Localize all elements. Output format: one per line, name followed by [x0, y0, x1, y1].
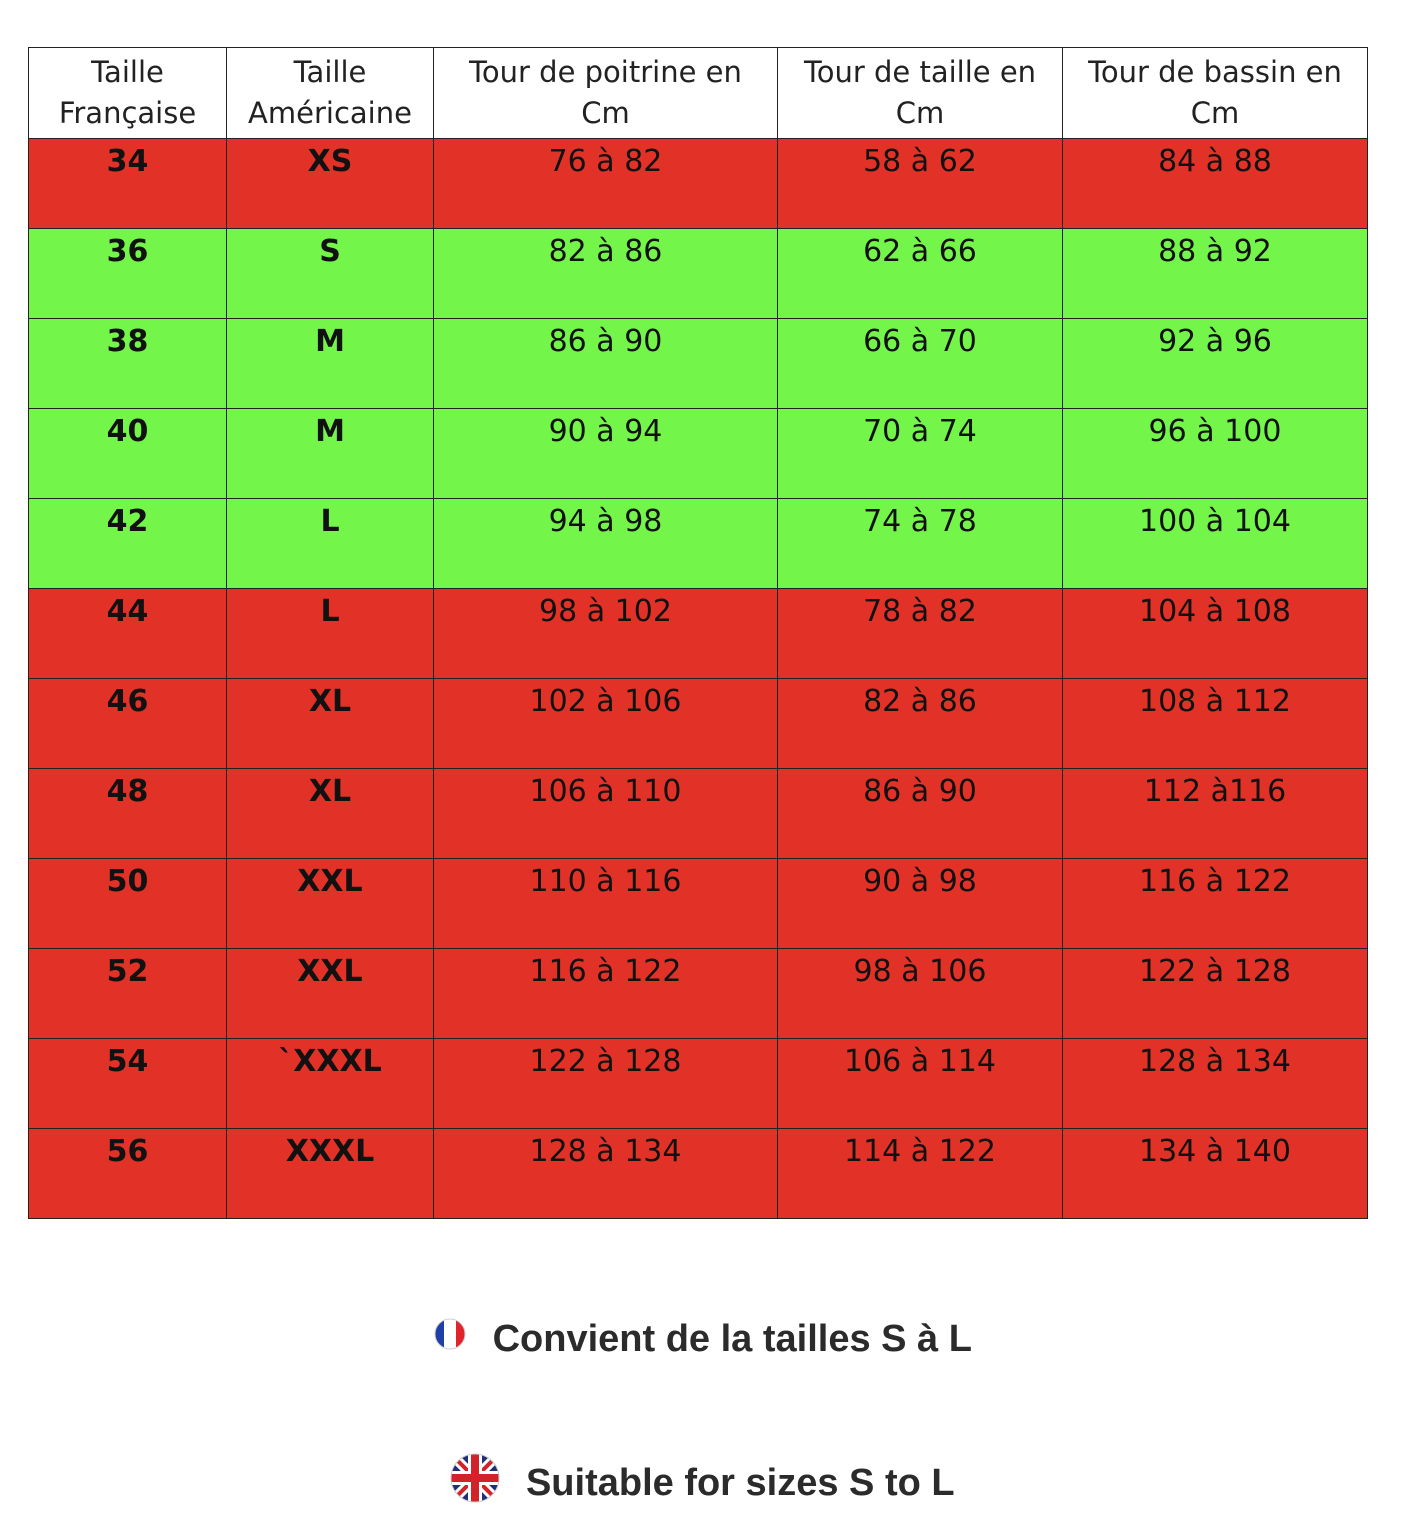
- cell-tour-poitrine: 98 à 102: [434, 589, 778, 679]
- header-tour-poitrine: [434, 48, 778, 139]
- footer-french-note: [0, 1316, 1404, 1362]
- cell-tour-poitrine: 106 à 110: [434, 769, 778, 859]
- header-line: Taille: [91, 55, 164, 89]
- cell-tour-taille: 90 à 98: [778, 859, 1063, 949]
- cell-tour-poitrine: 90 à 94: [434, 409, 778, 499]
- table-row: [29, 679, 1368, 769]
- cell-taille-francaise: 40: [29, 409, 227, 499]
- table-row: [29, 139, 1368, 229]
- cell-tour-taille: 86 à 90: [778, 769, 1063, 859]
- cell-tour-poitrine: 86 à 90: [434, 319, 778, 409]
- table-row: [29, 319, 1368, 409]
- cell-tour-poitrine: 110 à 116: [434, 859, 778, 949]
- cell-tour-bassin: 92 à 96: [1063, 319, 1368, 409]
- table-row: [29, 1129, 1368, 1219]
- cell-tour-taille: 78 à 82: [778, 589, 1063, 679]
- table-row: [29, 229, 1368, 319]
- table-row: [29, 859, 1368, 949]
- header-line: Tour de bassin en: [1088, 55, 1342, 89]
- cell-taille-americaine: S: [227, 229, 434, 319]
- table-row: [29, 949, 1368, 1039]
- cell-tour-poitrine: 102 à 106: [434, 679, 778, 769]
- cell-taille-americaine: L: [227, 589, 434, 679]
- cell-taille-francaise: 50: [29, 859, 227, 949]
- cell-taille-americaine: XL: [227, 679, 434, 769]
- cell-tour-poitrine: 94 à 98: [434, 499, 778, 589]
- header-tour-taille: [778, 48, 1063, 139]
- cell-taille-francaise: 56: [29, 1129, 227, 1219]
- table-row: [29, 499, 1368, 589]
- cell-tour-bassin: 128 à 134: [1063, 1039, 1368, 1129]
- cell-tour-bassin: 96 à 100: [1063, 409, 1368, 499]
- cell-taille-americaine: M: [227, 409, 434, 499]
- cell-taille-americaine: M: [227, 319, 434, 409]
- cell-taille-francaise: 38: [29, 319, 227, 409]
- footer-english-note: [0, 1452, 1404, 1514]
- cell-tour-poitrine: 122 à 128: [434, 1039, 778, 1129]
- header-line: Cm: [1190, 96, 1240, 130]
- cell-taille-francaise: 48: [29, 769, 227, 859]
- cell-tour-taille: 82 à 86: [778, 679, 1063, 769]
- cell-taille-francaise: 36: [29, 229, 227, 319]
- cell-tour-bassin: 134 à 140: [1063, 1129, 1368, 1219]
- cell-tour-bassin: 88 à 92: [1063, 229, 1368, 319]
- header-line: Américaine: [248, 96, 412, 130]
- cell-tour-bassin: 122 à 128: [1063, 949, 1368, 1039]
- cell-tour-poitrine: 76 à 82: [434, 139, 778, 229]
- france-flag-icon: [432, 1316, 468, 1362]
- cell-taille-americaine: XL: [227, 769, 434, 859]
- footer-french-text: Convient de la tailles S à L: [492, 1317, 972, 1360]
- cell-tour-bassin: 116 à 122: [1063, 859, 1368, 949]
- uk-flag-icon: [449, 1452, 501, 1514]
- cell-tour-poitrine: 82 à 86: [434, 229, 778, 319]
- cell-tour-taille: 58 à 62: [778, 139, 1063, 229]
- cell-taille-americaine: XXL: [227, 949, 434, 1039]
- cell-taille-francaise: 44: [29, 589, 227, 679]
- cell-tour-taille: 106 à 114: [778, 1039, 1063, 1129]
- table-row: [29, 409, 1368, 499]
- header-line: Taille: [293, 55, 367, 89]
- cell-taille-americaine: `XXXL: [227, 1039, 434, 1129]
- header-line: Tour de taille en: [803, 55, 1037, 89]
- cell-tour-taille: 66 à 70: [778, 319, 1063, 409]
- cell-taille-americaine: L: [227, 499, 434, 589]
- cell-tour-taille: 62 à 66: [778, 229, 1063, 319]
- header-line: Cm: [895, 96, 945, 130]
- header-line: Cm: [581, 96, 630, 130]
- cell-taille-americaine: XXXL: [227, 1129, 434, 1219]
- size-chart-table: [28, 47, 1368, 1219]
- cell-taille-americaine: XXL: [227, 859, 434, 949]
- cell-taille-francaise: 52: [29, 949, 227, 1039]
- cell-taille-francaise: 54: [29, 1039, 227, 1129]
- cell-tour-bassin: 100 à 104: [1063, 499, 1368, 589]
- cell-tour-poitrine: 116 à 122: [434, 949, 778, 1039]
- table-row: [29, 769, 1368, 859]
- cell-tour-taille: 114 à 122: [778, 1129, 1063, 1219]
- cell-tour-taille: 74 à 78: [778, 499, 1063, 589]
- cell-tour-taille: 70 à 74: [778, 409, 1063, 499]
- cell-taille-americaine: XS: [227, 139, 434, 229]
- footer-english-text: Suitable for sizes S to L: [525, 1461, 955, 1504]
- table-header-row: [29, 48, 1368, 139]
- cell-taille-francaise: 42: [29, 499, 227, 589]
- cell-taille-francaise: 46: [29, 679, 227, 769]
- header-line: Tour de poitrine en: [469, 55, 742, 89]
- table-row: [29, 1039, 1368, 1129]
- cell-tour-bassin: 84 à 88: [1063, 139, 1368, 229]
- header-taille-francaise: [29, 48, 227, 139]
- cell-tour-poitrine: 128 à 134: [434, 1129, 778, 1219]
- cell-tour-bassin: 112 à116: [1063, 769, 1368, 859]
- cell-tour-taille: 98 à 106: [778, 949, 1063, 1039]
- header-line: Française: [58, 96, 197, 130]
- header-tour-bassin: [1063, 48, 1368, 139]
- header-taille-americaine: [227, 48, 434, 139]
- cell-tour-bassin: 104 à 108: [1063, 589, 1368, 679]
- cell-tour-bassin: 108 à 112: [1063, 679, 1368, 769]
- cell-taille-francaise: 34: [29, 139, 227, 229]
- table-row: [29, 589, 1368, 679]
